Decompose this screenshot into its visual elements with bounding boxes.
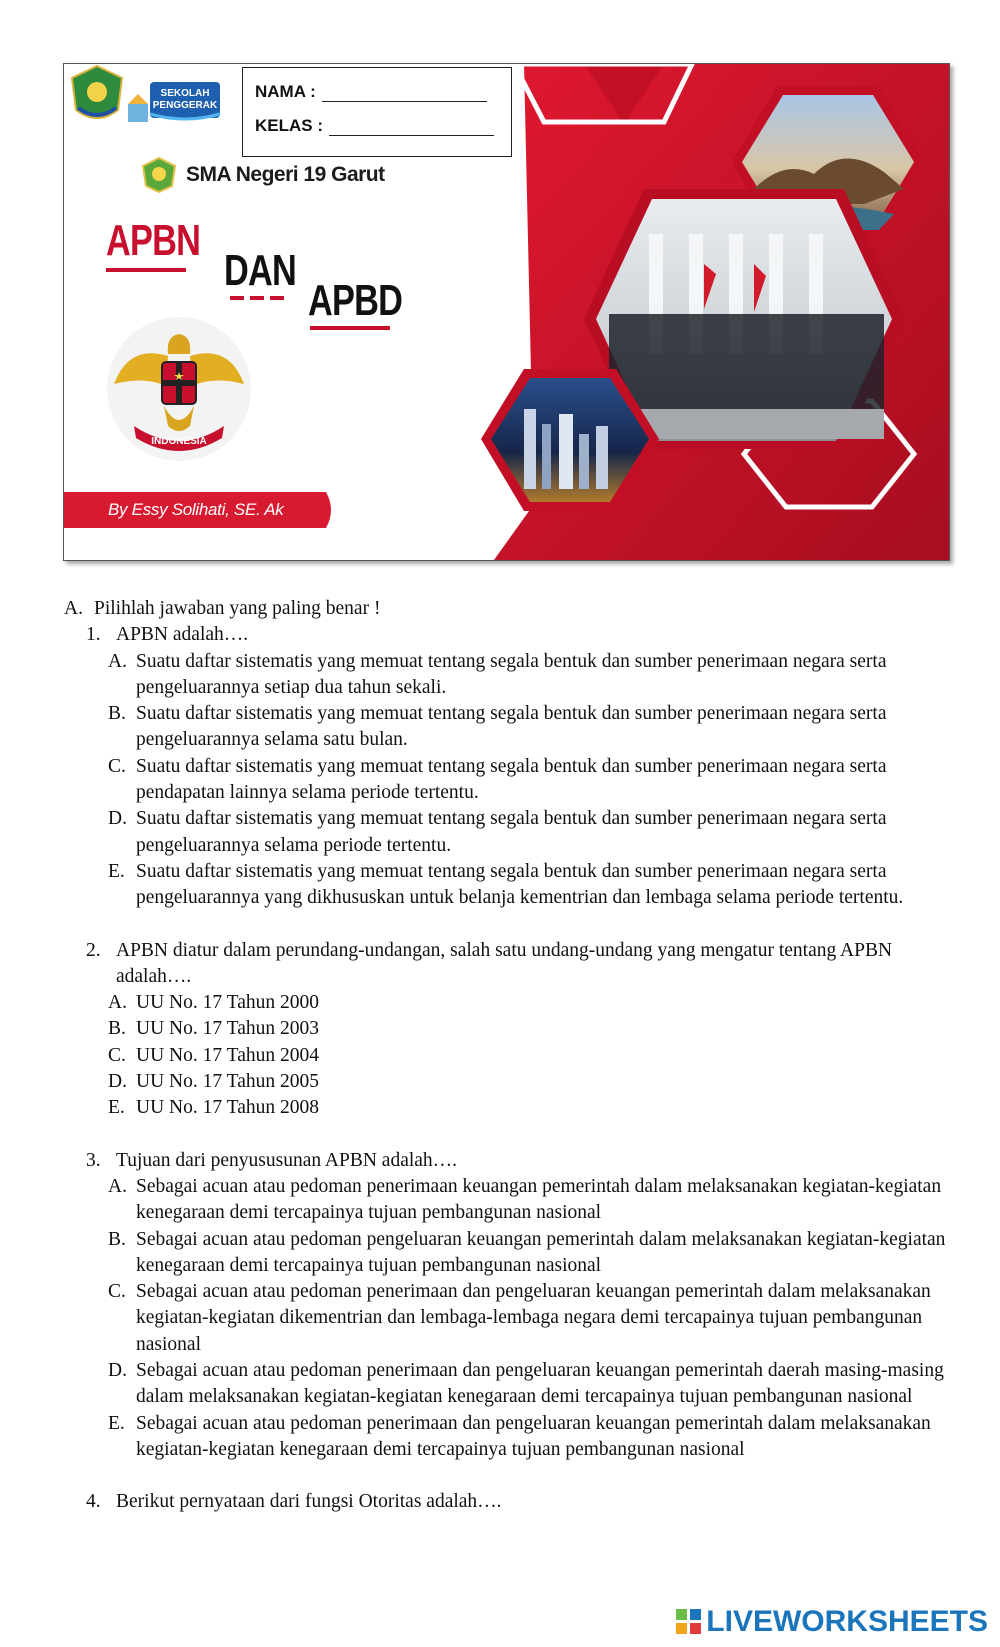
option-text: Sebagai acuan atau pedoman pengeluaran keuangan pemerintah dalam melaksanakan kegiatan-kegiatan kenegaraan demi tercapainya tujuan pembangunan nasional	[136, 1228, 946, 1276]
liveworksheets-logo	[676, 1605, 988, 1639]
liveworksheets-brand: LIVEWORKSHEETS	[706, 1605, 988, 1638]
student-info-box	[242, 67, 512, 157]
option-text: UU No. 17 Tahun 2008	[136, 1097, 319, 1119]
apbn-underline	[106, 268, 186, 272]
answer-option-e[interactable]	[108, 859, 954, 912]
option-text: UU No. 17 Tahun 2004	[136, 1044, 319, 1066]
question-number: 2.	[86, 939, 101, 961]
answer-option-a[interactable]	[108, 1174, 954, 1227]
option-letter: C.	[108, 1281, 126, 1303]
question-text: Tujuan dari penyususunan APBN adalah….	[116, 1149, 458, 1171]
title-apbd: APBD	[308, 276, 403, 325]
answer-option-b[interactable]	[108, 1227, 954, 1280]
title-dan: DAN	[224, 246, 297, 295]
question-spacer	[64, 912, 954, 938]
liveworksheets-icon	[676, 1609, 702, 1635]
question-text: APBN adalah….	[116, 624, 249, 646]
school-row	[140, 156, 385, 194]
question-number: 3.	[86, 1149, 101, 1171]
question-number: 4.	[86, 1491, 101, 1513]
option-letter: B.	[108, 1018, 126, 1040]
emblem-label: INDONESIA	[151, 436, 207, 447]
worksheet-banner	[63, 63, 950, 561]
option-letter: B.	[108, 1228, 126, 1250]
author-label: By Essy Solihati, SE. Ak	[108, 500, 284, 519]
option-letter: A.	[108, 650, 127, 672]
answer-option-b[interactable]	[108, 701, 954, 754]
title-apbn: APBN	[106, 216, 201, 265]
option-text: Suatu daftar sistematis yang memuat tentang segala bentuk dan sumber penerimaan negara serta pendapatan lainnya selama periode tertentu.	[136, 755, 887, 804]
answer-options	[108, 1174, 954, 1463]
answer-option-c[interactable]	[108, 1043, 954, 1069]
question-number: 1.	[86, 624, 101, 646]
section-label: A.	[64, 598, 83, 619]
question-list	[64, 596, 954, 1516]
question-4	[86, 1489, 954, 1515]
section-instruction: Pilihlah jawaban yang paling benar !	[94, 598, 381, 619]
question-3	[86, 1148, 954, 1464]
option-letter: D.	[108, 808, 127, 830]
nama-label: NAMA :	[255, 82, 316, 101]
sekolah-penggerak-logo	[128, 78, 224, 126]
question-spacer	[64, 1122, 954, 1148]
option-letter: C.	[108, 755, 126, 777]
west-java-emblem-icon	[68, 64, 126, 128]
question-text: Berikut pernyataan dari fungsi Otoritas adalah….	[116, 1491, 502, 1513]
apbd-underline	[310, 326, 390, 330]
answer-options	[108, 990, 954, 1121]
school-logo-icon	[140, 156, 178, 194]
section-heading	[64, 596, 954, 622]
option-text: UU No. 17 Tahun 2000	[136, 992, 319, 1014]
option-letter: D.	[108, 1071, 127, 1093]
option-text: UU No. 17 Tahun 2003	[136, 1018, 319, 1040]
option-text: Suatu daftar sistematis yang memuat tentang segala bentuk dan sumber penerimaan negara serta pengeluarannya selama satu bulan.	[136, 703, 887, 751]
option-text: Sebagai acuan atau pedoman penerimaan dan pengeluaran keuangan pemerintah dalam melaksanakan kegiatan-kegiatan dikementrian dan lembaga-lembaga negara demi tercapainya tujuan pembangunan nasional	[136, 1281, 931, 1355]
answer-option-d[interactable]	[108, 806, 954, 859]
option-text: Sebagai acuan atau pedoman penerimaan dan pengeluaran keuangan pemerintah dalam melaksanakan kegiatan-kegiatan kenegaraan demi tercapainya tujuan pembangunan nasional	[136, 1412, 931, 1460]
question-stem	[86, 938, 954, 991]
answer-option-a[interactable]	[108, 990, 954, 1016]
option-text: Suatu daftar sistematis yang memuat tentang segala bentuk dan sumber penerimaan negara serta pengeluarannya selama periode tertentu.	[136, 808, 887, 856]
question-stem	[86, 1489, 954, 1515]
answer-option-d[interactable]	[108, 1069, 954, 1095]
answer-option-c[interactable]	[108, 754, 954, 807]
option-letter: E.	[108, 860, 125, 882]
option-text: Suatu daftar sistematis yang memuat tentang segala bentuk dan sumber penerimaan negara serta pengeluarannya setiap dua tahun sekali.	[136, 650, 887, 698]
answer-option-b[interactable]	[108, 1016, 954, 1042]
option-letter: A.	[108, 1175, 127, 1197]
answer-option-d[interactable]	[108, 1358, 954, 1411]
dan-underline	[230, 296, 286, 300]
nama-field[interactable]	[322, 87, 487, 102]
answer-option-e[interactable]	[108, 1411, 954, 1464]
kelas-label: KELAS :	[255, 116, 323, 135]
option-letter: C.	[108, 1044, 126, 1066]
option-text: Sebagai acuan atau pedoman penerimaan keuangan pemerintah dalam melaksanakan kegiatan-kegiatan kenegaraan demi tercapainya tujuan pembangunan nasional	[136, 1175, 942, 1224]
school-name: SMA Negeri 19 Garut	[186, 163, 385, 186]
garuda-pancasila-icon	[104, 314, 254, 464]
option-letter: B.	[108, 703, 126, 725]
badge-line-1: SEKOLAH	[160, 88, 210, 99]
option-letter: A.	[108, 992, 127, 1014]
option-text: Sebagai acuan atau pedoman penerimaan dan pengeluaran keuangan pemerintah daerah masing-masing dalam melaksanakan kegiatan-kegiatan kenegaraan demi tercapainya tujuan pembangunan nasional	[136, 1360, 944, 1408]
badge-line-2: PENGGERAK	[152, 100, 218, 111]
question-stem	[86, 622, 954, 648]
option-letter: D.	[108, 1360, 127, 1382]
option-text: UU No. 17 Tahun 2005	[136, 1071, 319, 1093]
option-text: Suatu daftar sistematis yang memuat tentang segala bentuk dan sumber penerimaan negara serta pengeluarannya yang dikhususkan untuk belanja kementrian dan lembaga selama periode tertentu.	[136, 860, 904, 909]
answer-option-e[interactable]	[108, 1095, 954, 1121]
question-text: APBN diatur dalam perundang-undangan, salah satu undang-undang yang mengatur tentang APBN adalah….	[116, 939, 893, 987]
question-spacer	[64, 1463, 954, 1489]
question-2	[86, 938, 954, 1122]
option-letter: E.	[108, 1412, 125, 1434]
answer-options	[108, 649, 954, 912]
answer-option-c[interactable]	[108, 1279, 954, 1358]
answer-option-a[interactable]	[108, 649, 954, 702]
option-letter: E.	[108, 1097, 125, 1119]
kelas-field[interactable]	[329, 121, 494, 136]
question-stem	[86, 1148, 954, 1174]
question-1	[86, 622, 954, 911]
